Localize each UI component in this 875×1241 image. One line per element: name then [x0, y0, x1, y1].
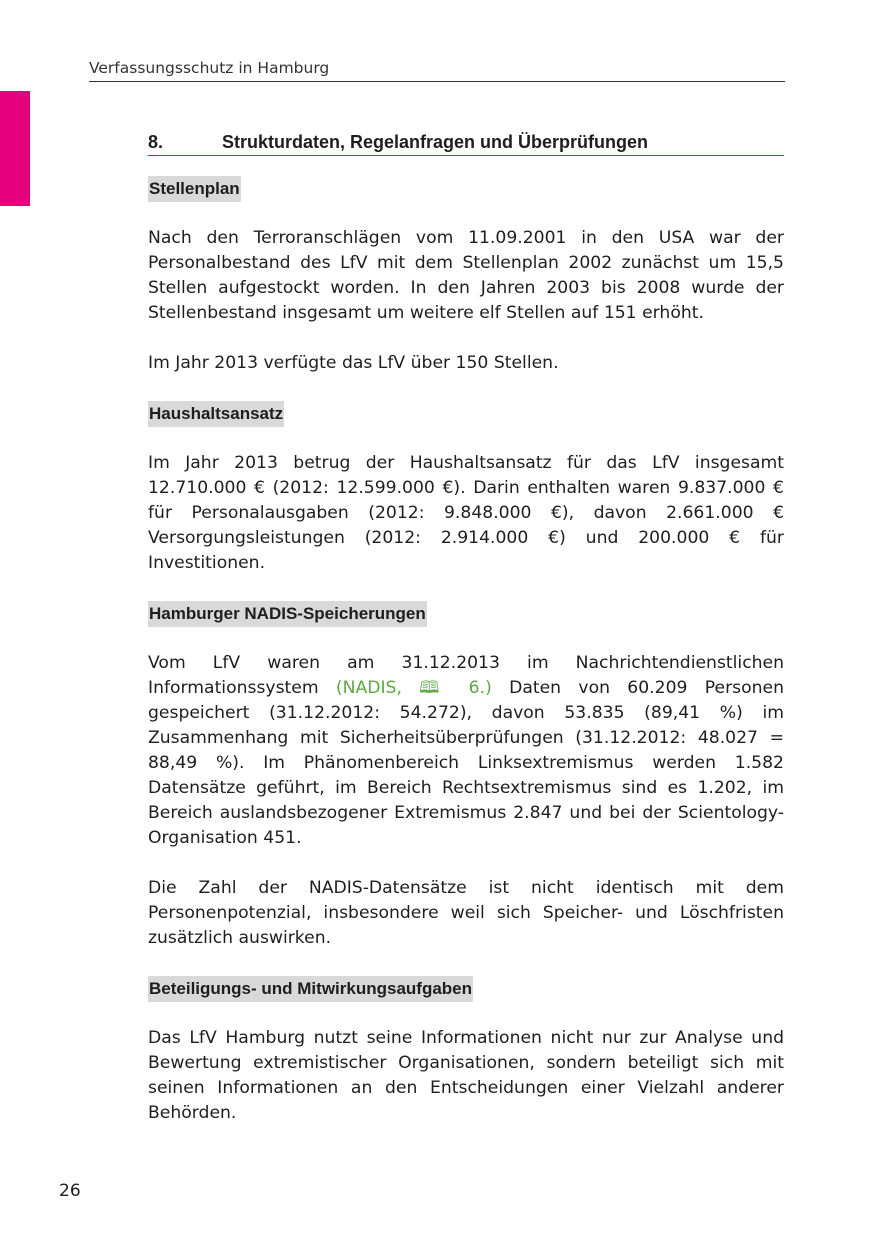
subheading-nadis: Hamburger NADIS-Speicherungen [148, 601, 427, 627]
nadis-cross-reference-link[interactable]: (NADIS, 🕮 6.) [335, 678, 492, 698]
running-header: Verfassungsschutz in Hamburg [89, 58, 785, 82]
paragraph: Im Jahr 2013 verfügte das LfV über 150 Stellen. [148, 353, 559, 373]
subheading-stellenplan: Stellenplan [148, 176, 241, 202]
page-number: 26 [59, 1181, 81, 1201]
paragraph: Nach den Terroranschlägen vom 11.09.2001 in den USA war der Personalbestand des LfV mit dem Stellenplan 2002 zunächst um 15,5 Stellen aufgestockt worden. In den Jahren 2003 bis 2008 wurde der Stellenbestand insgesamt um weitere elf Stellen auf 151 erhöht. [148, 228, 784, 323]
paragraph: Im Jahr 2013 betrug der Haushaltsansatz für das LfV insgesamt 12.710.000 € (2012: 12.599.000 €). Darin enthalten waren 9.837.000 € für Personalausgaben (2012: 9.848.000 €), davon 2.661.000 € Versorgungsleistungen (2012: 2.914.000 €) und 200.000 € für Investitionen. [148, 453, 784, 573]
paragraph-text: Vom LfV waren am 31.12.2013 im Nachrichtendienstlichen Informationssystem [148, 653, 784, 698]
paragraph: Die Zahl der NADIS-Datensätze ist nicht identisch mit dem Personenpotenzial, insbesondere weil sich Speicher- und Löschfristen zusätzlich auswirken. [148, 878, 784, 948]
paragraph-text: Daten von 60.209 Personen gespeichert (31.12.2012: 54.272), davon 53.835 (89,41 %) im Zusammenhang mit Sicherheitsüberprüfungen (31.12.2012: 48.027 = 88,49 %). Im Phänomenbereich Linksextremismus werden 1.582 Datensätze geführt, im Bereich Rechtsextremismus sind es 1.202, im Bereich auslandsbezogener Extremismus 2.847 und bei der Scientology-Organisation 451. [148, 678, 784, 848]
paragraph: Das LfV Hamburg nutzt seine Informationen nicht nur zur Analyse und Bewertung extremistischer Organisationen, sondern beteiligt sich mit seinen Informationen an den Entscheidungen einer Vielzahl anderer Behörden. [148, 1028, 784, 1123]
chapter-tab-marker [0, 91, 30, 206]
section-title: Strukturdaten, Regelanfragen und Überprüfungen [222, 132, 649, 152]
page-content [148, 129, 784, 1151]
subheading-beteiligung: Beteiligungs- und Mitwirkungsaufgaben [148, 976, 473, 1002]
section-heading [148, 129, 784, 156]
subheading-haushaltsansatz: Haushaltsansatz [148, 401, 284, 427]
section-number: 8. [148, 132, 164, 152]
paragraph-nadis [148, 651, 784, 851]
